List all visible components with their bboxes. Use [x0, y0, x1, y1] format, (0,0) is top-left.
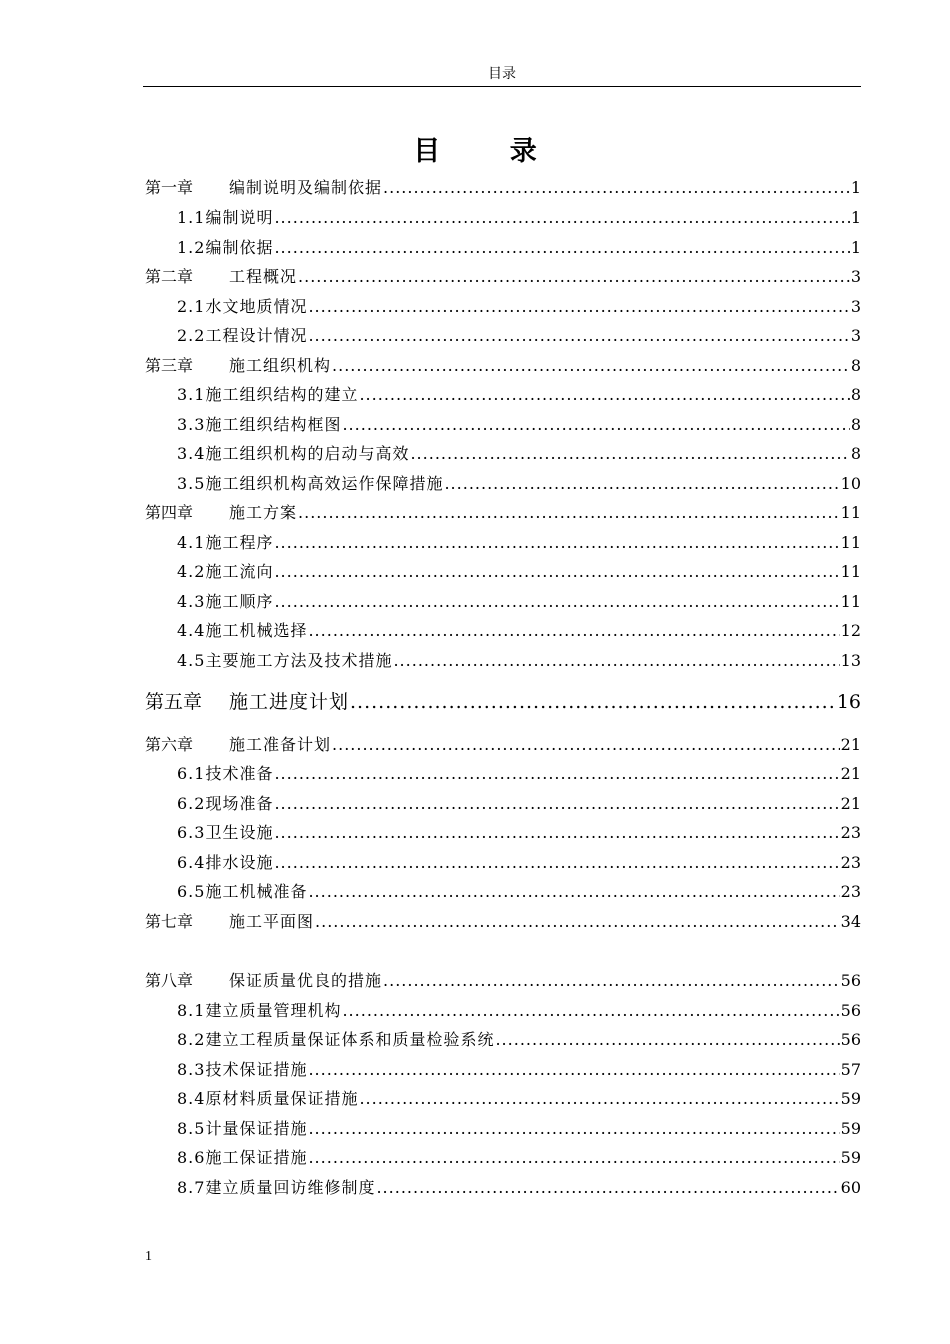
- toc-section-entry[interactable]: [177, 1177, 861, 1199]
- toc-section-entry[interactable]: [177, 1029, 861, 1051]
- toc-entry-title: 施工组织机构的启动与高效: [205, 444, 410, 463]
- toc-entry-number: 第一章: [145, 178, 194, 197]
- toc-entry-page: 59: [840, 1119, 861, 1138]
- toc-entry-number: 第七章: [145, 912, 194, 931]
- toc-leader-dots: [410, 443, 849, 465]
- toc-entry-title: 主要施工方法及技术措施: [205, 651, 393, 670]
- toc-leader-dots: [359, 1088, 839, 1110]
- toc-entry-number: 4.5: [177, 651, 206, 670]
- toc-entry-title: 施工方案: [229, 503, 298, 522]
- toc-entry-page: 8: [850, 356, 861, 375]
- toc-entry-page: 1: [850, 178, 861, 197]
- page-title: 目 录: [413, 136, 567, 167]
- toc-entry-title: 编制说明及编制依据: [229, 178, 383, 197]
- toc-chapter-entry[interactable]: [145, 734, 861, 756]
- toc-entry-title: 工程概况: [229, 267, 298, 286]
- toc-entry-number: 1.1: [177, 208, 206, 227]
- toc-entry-title: 建立工程质量保证体系和质量检验系统: [205, 1030, 495, 1049]
- toc-entry-title: 保证质量优良的措施: [229, 971, 383, 990]
- toc-entry-number: 8.4: [177, 1089, 206, 1108]
- toc-entry-title: 建立质量回访维修制度: [205, 1178, 376, 1197]
- toc-entry-page: 59: [840, 1089, 861, 1108]
- toc-entry-number: 8.1: [177, 1001, 206, 1020]
- toc-entry-title: 施工顺序: [205, 592, 274, 611]
- toc-leader-dots: [393, 650, 839, 672]
- toc-entry-page: 8: [850, 444, 861, 463]
- toc-entry-page: 23: [840, 853, 861, 872]
- toc-entry-page: 10: [840, 474, 861, 493]
- toc-entry-title: 建立质量管理机构: [205, 1001, 342, 1020]
- toc-leader-dots: [315, 911, 840, 933]
- toc-section-entry[interactable]: [177, 414, 861, 436]
- toc-entry-title: 水文地质情况: [205, 297, 308, 316]
- toc-section-entry[interactable]: [177, 763, 861, 785]
- toc-section-entry[interactable]: [177, 1118, 861, 1140]
- toc-entry-page: 3: [850, 267, 861, 286]
- toc-entry-page: 8: [850, 385, 861, 404]
- toc-entry-title: 施工保证措施: [205, 1148, 308, 1167]
- toc-entry-number: 4.4: [177, 621, 206, 640]
- toc-entry-number: 8.6: [177, 1148, 206, 1167]
- toc-entry-title: 施工机械选择: [205, 621, 308, 640]
- toc-leader-dots: [274, 793, 839, 815]
- toc-entry-page: 16: [836, 691, 861, 713]
- page-number: 1: [145, 1249, 152, 1264]
- toc-entry-title: 技术准备: [205, 764, 274, 783]
- toc-section-entry[interactable]: [177, 532, 861, 554]
- toc-leader-dots: [376, 1177, 839, 1199]
- toc-section-entry[interactable]: [177, 620, 861, 642]
- toc-leader-dots: [383, 177, 850, 199]
- toc-leader-dots: [383, 970, 840, 992]
- toc-chapter-entry[interactable]: [145, 911, 861, 933]
- toc-leader-dots: [274, 822, 839, 844]
- toc-leader-dots: [308, 1147, 839, 1169]
- toc-chapter-entry[interactable]: [145, 970, 861, 992]
- toc-entry-number: 8.3: [177, 1060, 206, 1079]
- toc-section-entry[interactable]: [177, 237, 861, 259]
- toc-entry-number: 6.2: [177, 794, 206, 813]
- toc-leader-dots: [332, 734, 840, 756]
- toc-leader-dots: [308, 1059, 839, 1081]
- toc-entry-number: 6.3: [177, 823, 206, 842]
- toc-chapter-entry[interactable]: [145, 689, 861, 715]
- toc-section-entry[interactable]: [177, 650, 861, 672]
- toc-entry-page: 57: [840, 1060, 861, 1079]
- toc-entry-page: 23: [840, 882, 861, 901]
- toc-entry-number: 4.3: [177, 592, 206, 611]
- toc-entry-title: 施工程序: [205, 533, 274, 552]
- toc-chapter-entry[interactable]: [145, 502, 861, 524]
- toc-entry-page: 8: [850, 415, 861, 434]
- toc-section-entry[interactable]: [177, 1059, 861, 1081]
- toc-leader-dots: [274, 591, 839, 613]
- toc-entry-title: 施工组织结构的建立: [205, 385, 359, 404]
- toc-entry-title: 编制说明: [205, 208, 274, 227]
- toc-entry-title: 工程设计情况: [205, 326, 308, 345]
- toc-entry-number: 8.7: [177, 1178, 206, 1197]
- toc-entry-number: 4.2: [177, 562, 206, 581]
- toc-leader-dots: [342, 414, 849, 436]
- toc-entry-number: 4.1: [177, 533, 206, 552]
- toc-entry-page: 11: [840, 533, 861, 552]
- toc-section-entry[interactable]: [177, 793, 861, 815]
- toc-entry-page: 11: [840, 503, 861, 522]
- toc-entry-page: 60: [840, 1178, 861, 1197]
- toc-section-entry[interactable]: [177, 852, 861, 874]
- toc-section-entry[interactable]: [177, 1000, 861, 1022]
- toc-entry-page: 3: [850, 297, 861, 316]
- page-header: 目录: [143, 64, 861, 87]
- toc-entry-page: 56: [840, 971, 861, 990]
- toc-section-entry[interactable]: [177, 881, 861, 903]
- toc-chapter-entry[interactable]: [145, 355, 861, 377]
- toc-section-entry[interactable]: [177, 325, 861, 347]
- toc-leader-dots: [298, 502, 840, 524]
- toc-entry-title: 施工流向: [205, 562, 274, 581]
- toc-entry-title: 施工组织结构框图: [205, 415, 342, 434]
- toc-entry-page: 34: [840, 912, 861, 931]
- toc-entry-page: 13: [840, 651, 861, 670]
- toc-entry-page: 59: [840, 1148, 861, 1167]
- toc-entry-number: 8.2: [177, 1030, 206, 1049]
- toc-leader-dots: [274, 561, 839, 583]
- toc-section-entry[interactable]: [177, 443, 861, 465]
- toc-leader-dots: [274, 852, 839, 874]
- toc-entry-page: 11: [840, 592, 861, 611]
- toc-leader-dots: [274, 763, 839, 785]
- toc-leader-dots: [274, 237, 849, 259]
- toc-entry-title: 施工进度计划: [229, 691, 350, 713]
- toc-entry-title: 施工准备计划: [229, 735, 332, 754]
- toc-entry-number: 第二章: [145, 267, 194, 286]
- toc-section-entry[interactable]: [177, 207, 861, 229]
- toc-entry-page: 1: [850, 238, 861, 257]
- toc-section-entry[interactable]: [177, 1088, 861, 1110]
- toc-entry-title: 技术保证措施: [205, 1060, 308, 1079]
- toc-entry-page: 23: [840, 823, 861, 842]
- toc-entry-title: 施工组织机构: [229, 356, 332, 375]
- toc-entry-page: 56: [840, 1001, 861, 1020]
- toc-leader-dots: [308, 620, 839, 642]
- toc-entry-number: 2.1: [177, 297, 206, 316]
- toc-leader-dots: [444, 473, 839, 495]
- toc-leader-dots: [350, 689, 836, 715]
- toc-entry-number: 6.1: [177, 764, 206, 783]
- toc-entry-number: 第八章: [145, 971, 194, 990]
- toc-leader-dots: [298, 266, 850, 288]
- toc-entry-page: 21: [840, 764, 861, 783]
- toc-entry-number: 6.5: [177, 882, 206, 901]
- toc-entry-number: 第三章: [145, 356, 194, 375]
- toc-leader-dots: [332, 355, 850, 377]
- toc-entry-number: 8.5: [177, 1119, 206, 1138]
- toc-entry-number: 第四章: [145, 503, 194, 522]
- toc-entry-number: 3.5: [177, 474, 206, 493]
- toc-section-entry[interactable]: [177, 473, 861, 495]
- toc-leader-dots: [274, 532, 839, 554]
- toc-entry-title: 卫生设施: [205, 823, 274, 842]
- toc-entry-title: 原材料质量保证措施: [205, 1089, 359, 1108]
- toc-entry-title: 施工组织机构高效运作保障措施: [205, 474, 444, 493]
- toc-entry-title: 施工平面图: [229, 912, 315, 931]
- toc-entry-page: 1: [850, 208, 861, 227]
- toc-entry-number: 第六章: [145, 735, 194, 754]
- toc-entry-number: 6.4: [177, 853, 206, 872]
- toc-entry-number: 1.2: [177, 238, 206, 257]
- toc-leader-dots: [308, 1118, 839, 1140]
- toc-entry-title: 编制依据: [205, 238, 274, 257]
- toc-leader-dots: [308, 325, 849, 347]
- toc-entry-page: 3: [850, 326, 861, 345]
- toc-entry-number: 3.3: [177, 415, 206, 434]
- toc-leader-dots: [308, 881, 839, 903]
- toc-entry-page: 12: [840, 621, 861, 640]
- toc-entry-title: 现场准备: [205, 794, 274, 813]
- toc-section-entry[interactable]: [177, 1147, 861, 1169]
- toc-chapter-entry[interactable]: [145, 266, 861, 288]
- toc-section-entry[interactable]: [177, 296, 861, 318]
- toc-entry-title: 排水设施: [205, 853, 274, 872]
- toc-leader-dots: [495, 1029, 839, 1051]
- toc-leader-dots: [359, 384, 849, 406]
- toc-section-entry[interactable]: [177, 822, 861, 844]
- toc-entry-page: 21: [840, 794, 861, 813]
- toc-entry-title: 计量保证措施: [205, 1119, 308, 1138]
- toc-leader-dots: [274, 207, 849, 229]
- toc-section-entry[interactable]: [177, 561, 861, 583]
- toc-entry-title: 施工机械准备: [205, 882, 308, 901]
- toc-entry-number: 3.1: [177, 385, 206, 404]
- toc-section-entry[interactable]: [177, 384, 861, 406]
- toc-chapter-entry[interactable]: [145, 177, 861, 199]
- toc-entry-page: 21: [840, 735, 861, 754]
- toc-entry-page: 56: [840, 1030, 861, 1049]
- toc-section-entry[interactable]: [177, 591, 861, 613]
- toc-entry-number: 3.4: [177, 444, 206, 463]
- toc-leader-dots: [342, 1000, 839, 1022]
- toc-entry-number: 2.2: [177, 326, 206, 345]
- toc-entry-page: 11: [840, 562, 861, 581]
- toc-leader-dots: [308, 296, 849, 318]
- toc-entry-number: 第五章: [145, 691, 203, 713]
